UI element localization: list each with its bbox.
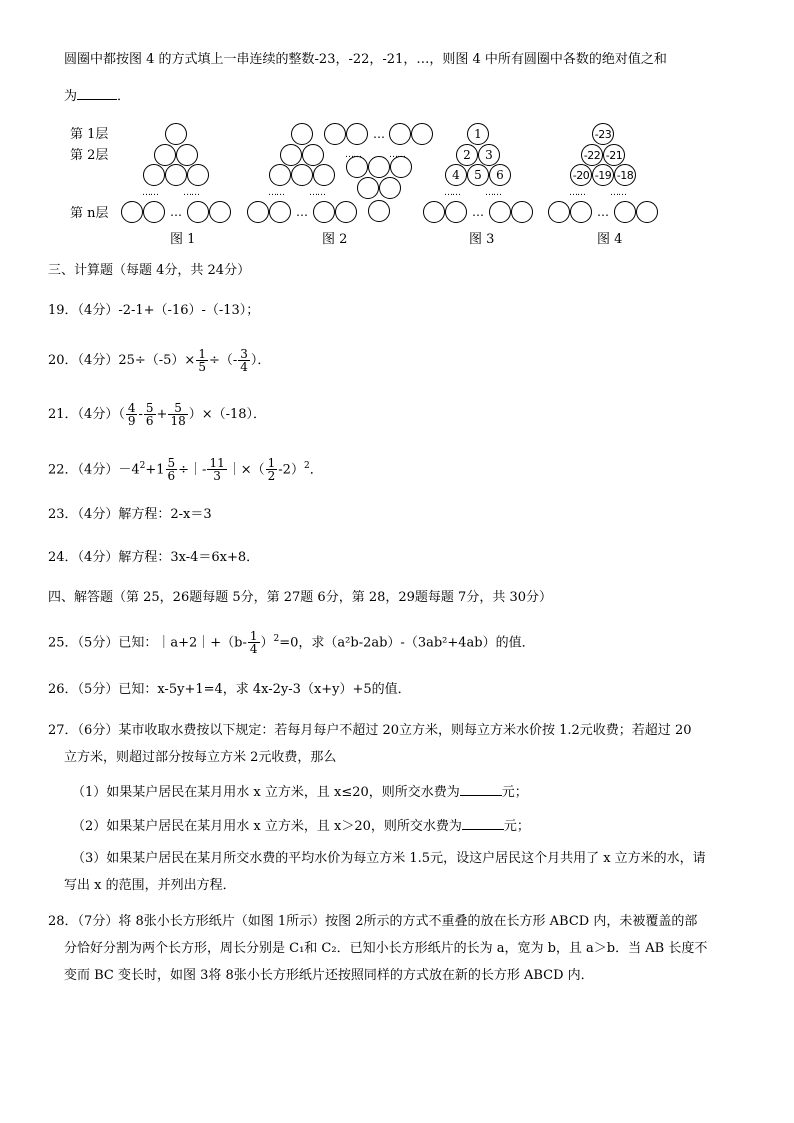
caption-fig-1: 图 1 — [170, 232, 196, 247]
question-number: 23． — [48, 507, 78, 522]
question-19 — [48, 302, 259, 320]
ellipsis: …… — [268, 188, 284, 198]
question-number: 27． — [48, 723, 78, 738]
question-score: （4分） — [77, 303, 119, 318]
expr-part: + — [156, 407, 168, 422]
question-27-part-3-line-1: （3）如果某户居民在某月所交水费的平均水价为每立方米 1.5元，设这户居民这个月共用了 x 立方米的水，请 — [72, 851, 706, 866]
fig4-number: -21 — [605, 149, 623, 162]
question-number: 24． — [48, 550, 78, 565]
expr-part: ÷（- — [208, 353, 238, 368]
dots: … — [472, 205, 484, 219]
question-28-line-2: 分恰好分割为两个长方形，周长分别是 C₁和 C₂．已知小长方形纸片的长为 a，宽为 b，且 a＞b．当 AB 长度不 — [64, 941, 708, 956]
fraction: $\frac{5}{6}$ — [167, 456, 176, 484]
question-text: 解方程：2-x＝3 — [118, 507, 212, 522]
fig4-number: -18 — [616, 169, 634, 182]
section-4-title: 四、解答题（第 25，26题每题 5分，第 27题 6分，第 28，29题每题 7分，共 30分） — [48, 590, 552, 605]
exponent: 2 — [139, 461, 146, 471]
question-number: 25． — [48, 635, 78, 651]
expr-part: （ — [118, 407, 125, 422]
fig4-number: -22 — [583, 149, 601, 162]
question-28-line-3: 变而 BC 变长时，如图 3将 8张小长方形纸片还按照同样的方式放在新的长方形 ABCD 内． — [64, 968, 594, 983]
question-score: （4分） — [77, 550, 119, 565]
fraction: $\frac{3}{4}$ — [240, 347, 248, 374]
fraction: $\frac{1}{4}$ — [249, 629, 258, 657]
fig3-number: 2 — [463, 148, 471, 162]
ellipsis: …… — [485, 188, 501, 198]
expr-part: 25÷（-5）× — [118, 353, 196, 368]
question-text: 解方程：3x-4＝6x+8． — [118, 550, 260, 565]
question-text: 将 8张小长方形纸片（如图 1所示）按图 2所示的方式不重叠的放在长方形 ABCD 内，未被覆盖的部 — [118, 914, 698, 929]
intro-suffix: ． — [117, 89, 131, 104]
caption-fig-3: 图 3 — [469, 232, 495, 247]
ellipsis: …… — [183, 188, 199, 198]
fig3-number: 3 — [485, 148, 493, 162]
question-score: （4分） — [77, 507, 119, 522]
ellipsis: …… — [444, 188, 460, 198]
question-28-line-1 — [48, 913, 697, 931]
fig3-number: 5 — [474, 168, 482, 182]
ellipsis: …… — [569, 188, 585, 198]
question-20 — [48, 348, 270, 373]
question-24 — [48, 549, 259, 567]
question-score: （7分） — [77, 914, 119, 929]
fig3-number: 6 — [496, 168, 504, 182]
question-27-part-3-line-2: 写出 x 的范围，并列出方程． — [64, 878, 236, 893]
question-number: 19． — [48, 303, 78, 318]
expr-part: ÷｜- — [178, 462, 207, 478]
expr-part: －4 — [118, 462, 140, 478]
expr-part: ． — [309, 462, 323, 478]
question-number: 26． — [48, 682, 78, 697]
question-number: 22． — [48, 462, 78, 478]
fig3-number: 4 — [452, 168, 460, 182]
question-score: （6分） — [77, 723, 119, 738]
fig4-number: -23 — [594, 128, 612, 141]
dots: … — [296, 205, 308, 219]
caption-fig-4: 图 4 — [597, 232, 623, 247]
fraction: $\frac{11}{3}$ — [209, 456, 225, 484]
fig4-number: -19 — [594, 169, 612, 182]
question-23 — [48, 506, 212, 524]
question-27-part-2 — [72, 817, 530, 836]
intro-line-1: 圆圈中都按图 4 的方式填上一串连续的整数-23，-22，-21，…，则图 4 中所有圆圈中各数的绝对值之和 — [64, 52, 667, 67]
fig4-number: -20 — [572, 169, 590, 182]
fraction: $\frac{5}{18}$ — [170, 401, 186, 428]
question-score: （4分） — [77, 353, 119, 368]
intro-prefix: 为 — [64, 89, 78, 104]
expr-part: =0，求（a²b-2ab）-（3ab²+4ab）的值． — [279, 635, 535, 651]
question-number: 21． — [48, 407, 78, 422]
question-text: -2-1+（-16）-（-13）； — [118, 303, 260, 318]
fraction: $\frac{1}{2}$ — [267, 456, 276, 484]
fig3-number: 1 — [474, 127, 482, 141]
question-text: 元； — [501, 785, 528, 800]
section-3-title: 三、计算题（每题 4分，共 24分） — [48, 263, 251, 278]
question-27-line-1 — [48, 722, 691, 740]
question-26 — [48, 681, 411, 699]
answer-blank[interactable] — [462, 817, 504, 830]
row-label-2: 第 2层 — [70, 148, 109, 163]
question-22 — [48, 457, 323, 482]
row-label-n: 第 n层 — [70, 206, 109, 221]
fraction: $\frac{4}{9}$ — [127, 401, 136, 428]
figure-2-circles — [248, 124, 433, 223]
question-number: 20． — [48, 353, 78, 368]
dots: … — [597, 205, 609, 219]
expr-part: ｜×（ — [227, 462, 265, 478]
question-text: 已知：x-5y+1=4，求 4x-2y-3（x+y）+5的值． — [118, 682, 411, 697]
ellipsis: …… — [610, 188, 626, 198]
expr-part: ） — [260, 635, 274, 651]
answer-blank[interactable] — [460, 783, 502, 796]
ellipsis: …… — [345, 150, 361, 160]
dots: … — [170, 205, 182, 219]
ellipsis: …… — [309, 188, 325, 198]
ellipsis: …… — [389, 150, 405, 160]
question-27-part-1 — [72, 783, 528, 802]
question-text: （2）如果某户居民在某月用水 x 立方米，且 x＞20，则所交水费为 — [72, 819, 462, 834]
question-21 — [48, 402, 266, 427]
row-label-1: 第 1层 — [70, 127, 109, 142]
expr-part: - — [138, 407, 143, 422]
expr-part: -2） — [278, 462, 304, 478]
question-text: 某市收取水费按以下规定：若每月每户不超过 20立方米，则每立方米水价按 1.2元收费；若超过 20 — [118, 723, 692, 738]
question-27-line-2: 立方米，则超过部分按每立方米 2元收费，那么 — [64, 750, 337, 765]
question-25 — [48, 630, 535, 655]
fraction: $\frac{5}{6}$ — [145, 401, 154, 428]
expr-part: ）×（-18）． — [188, 407, 267, 422]
expr-part: 已知：｜a+2｜+（b- — [118, 635, 247, 651]
question-text: （1）如果某户居民在某月用水 x 立方米，且 x≤20，则所交水费为 — [72, 785, 460, 800]
question-score: （5分） — [77, 635, 119, 651]
question-number: 28． — [48, 914, 78, 929]
exponent: 2 — [303, 461, 310, 471]
fraction: $\frac{1}{5}$ — [198, 347, 206, 374]
question-score: （4分） — [77, 407, 119, 422]
question-score: （4分） — [77, 462, 119, 478]
expr-part: ）． — [250, 353, 271, 368]
question-text: 元； — [503, 819, 530, 834]
exponent: 2 — [273, 634, 280, 644]
caption-fig-2: 图 2 — [322, 232, 348, 247]
pyramid-figures — [0, 0, 794, 260]
dots: … — [373, 127, 385, 141]
question-score: （5分） — [77, 682, 119, 697]
ellipsis: …… — [142, 188, 158, 198]
expr-part: +1 — [145, 462, 165, 478]
